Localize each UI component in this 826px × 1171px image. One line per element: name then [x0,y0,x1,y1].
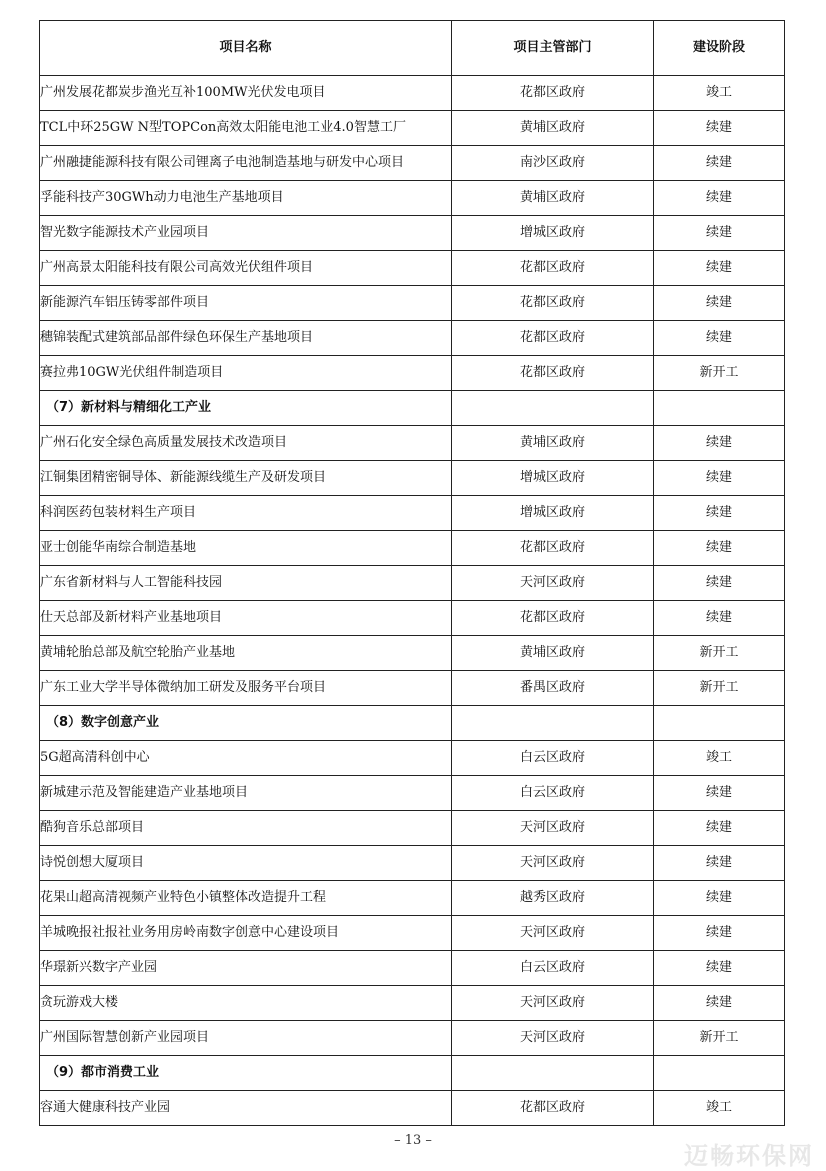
header-department: 项目主管部门 [452,21,654,76]
cell-stage: 续建 [654,566,785,601]
table-row [40,566,785,601]
cell-stage: 新开工 [654,636,785,671]
table-row [40,76,785,111]
cell-stage: 续建 [654,181,785,216]
header-stage: 建设阶段 [654,21,785,76]
cell-project-name: 广州发展花都炭步渔光互补100MW光伏发电项目 [40,76,452,111]
table-row [40,636,785,671]
table-row [40,916,785,951]
table-row [40,111,785,146]
cell-project-name: 穗锦装配式建筑部品部件绿色环保生产基地项目 [40,321,452,356]
cell-department: 白云区政府 [452,776,654,811]
table-row [40,461,785,496]
cell-department: 黄埔区政府 [452,426,654,461]
section-title: （7）新材料与精细化工产业 [40,391,452,426]
table-row [40,776,785,811]
cell-department: 增城区政府 [452,216,654,251]
cell-department: 越秀区政府 [452,881,654,916]
cell-project-name: 羊城晚报社报社业务用房岭南数字创意中心建设项目 [40,916,452,951]
cell-department: 天河区政府 [452,916,654,951]
table-row [40,1021,785,1056]
project-table [39,20,785,1126]
section-header-row [40,1056,785,1091]
cell-department: 南沙区政府 [452,146,654,181]
cell-department: 番禺区政府 [452,671,654,706]
section-header-row [40,391,785,426]
cell-stage [654,391,785,426]
cell-department [452,1056,654,1091]
cell-department: 黄埔区政府 [452,111,654,146]
table-row [40,846,785,881]
cell-stage: 续建 [654,846,785,881]
table-row [40,986,785,1021]
cell-department: 花都区政府 [452,321,654,356]
table-row [40,146,785,181]
cell-department: 天河区政府 [452,566,654,601]
section-title: （8）数字创意产业 [40,706,452,741]
cell-stage: 续建 [654,286,785,321]
cell-project-name: 黄埔轮胎总部及航空轮胎产业基地 [40,636,452,671]
section-title: （9）都市消费工业 [40,1056,452,1091]
cell-stage [654,1056,785,1091]
watermark-logo: 迈畅环保网 [684,1142,814,1170]
cell-project-name: 华璟新兴数字产业园 [40,951,452,986]
cell-department: 天河区政府 [452,1021,654,1056]
cell-stage: 竣工 [654,1091,785,1126]
cell-project-name: 亚士创能华南综合制造基地 [40,531,452,566]
cell-project-name: 仕天总部及新材料产业基地项目 [40,601,452,636]
table-row [40,356,785,391]
cell-department: 天河区政府 [452,986,654,1021]
cell-stage: 竣工 [654,741,785,776]
cell-project-name: 广州高景太阳能科技有限公司高效光伏组件项目 [40,251,452,286]
cell-stage [654,706,785,741]
cell-stage: 续建 [654,461,785,496]
cell-project-name: 广东工业大学半导体微纳加工研发及服务平台项目 [40,671,452,706]
cell-project-name: 广东省新材料与人工智能科技园 [40,566,452,601]
cell-project-name: 花果山超高清视频产业特色小镇整体改造提升工程 [40,881,452,916]
table-row [40,531,785,566]
cell-project-name: 广州国际智慧创新产业园项目 [40,1021,452,1056]
cell-stage: 竣工 [654,76,785,111]
header-project-name: 项目名称 [40,21,452,76]
cell-stage: 续建 [654,251,785,286]
cell-project-name: 新能源汽车铝压铸零部件项目 [40,286,452,321]
table-row [40,426,785,461]
cell-project-name: 诗悦创想大厦项目 [40,846,452,881]
page-number: – 13 – [394,1133,432,1148]
cell-stage: 续建 [654,496,785,531]
cell-project-name: 5G超高清科创中心 [40,741,452,776]
table-body [40,76,785,1126]
cell-department: 黄埔区政府 [452,181,654,216]
cell-department: 黄埔区政府 [452,636,654,671]
cell-stage: 续建 [654,776,785,811]
cell-stage: 续建 [654,216,785,251]
table-row [40,286,785,321]
cell-project-name: 智光数字能源技术产业园项目 [40,216,452,251]
cell-department [452,706,654,741]
section-header-row [40,706,785,741]
cell-department: 花都区政府 [452,286,654,321]
table-row [40,811,785,846]
cell-stage: 续建 [654,951,785,986]
cell-department: 花都区政府 [452,251,654,286]
cell-stage: 续建 [654,426,785,461]
cell-stage: 续建 [654,916,785,951]
cell-project-name: TCL中环25GW N型TOPCon高效太阳能电池工业4.0智慧工厂 [40,111,452,146]
cell-stage: 续建 [654,146,785,181]
table-row [40,181,785,216]
cell-stage: 新开工 [654,1021,785,1056]
document-page [39,20,784,1126]
table-row [40,601,785,636]
table-header-row [40,21,785,76]
cell-department: 增城区政府 [452,496,654,531]
cell-project-name: 酷狗音乐总部项目 [40,811,452,846]
cell-department: 花都区政府 [452,531,654,566]
table-row [40,881,785,916]
cell-department: 花都区政府 [452,1091,654,1126]
table-row [40,251,785,286]
table-row [40,951,785,986]
cell-department: 天河区政府 [452,846,654,881]
cell-stage: 新开工 [654,671,785,706]
cell-stage: 续建 [654,601,785,636]
cell-department: 白云区政府 [452,951,654,986]
table-row [40,321,785,356]
table-row [40,671,785,706]
cell-stage: 续建 [654,531,785,566]
cell-stage: 新开工 [654,356,785,391]
table-row [40,741,785,776]
cell-project-name: 新城建示范及智能建造产业基地项目 [40,776,452,811]
cell-project-name: 赛拉弗10GW光伏组件制造项目 [40,356,452,391]
cell-project-name: 容通大健康科技产业园 [40,1091,452,1126]
table-row [40,496,785,531]
cell-stage: 续建 [654,111,785,146]
cell-stage: 续建 [654,321,785,356]
table-row [40,216,785,251]
cell-project-name: 孚能科技产30GWh动力电池生产基地项目 [40,181,452,216]
cell-department [452,391,654,426]
cell-department: 增城区政府 [452,461,654,496]
cell-stage: 续建 [654,811,785,846]
cell-department: 白云区政府 [452,741,654,776]
cell-department: 花都区政府 [452,356,654,391]
cell-project-name: 贪玩游戏大楼 [40,986,452,1021]
cell-project-name: 广州融捷能源科技有限公司锂离子电池制造基地与研发中心项目 [40,146,452,181]
cell-stage: 续建 [654,986,785,1021]
cell-department: 花都区政府 [452,76,654,111]
cell-department: 花都区政府 [452,601,654,636]
cell-project-name: 广州石化安全绿色高质量发展技术改造项目 [40,426,452,461]
cell-project-name: 江铜集团精密铜导体、新能源线缆生产及研发项目 [40,461,452,496]
table-row [40,1091,785,1126]
cell-project-name: 科润医药包装材料生产项目 [40,496,452,531]
cell-department: 天河区政府 [452,811,654,846]
cell-stage: 续建 [654,881,785,916]
